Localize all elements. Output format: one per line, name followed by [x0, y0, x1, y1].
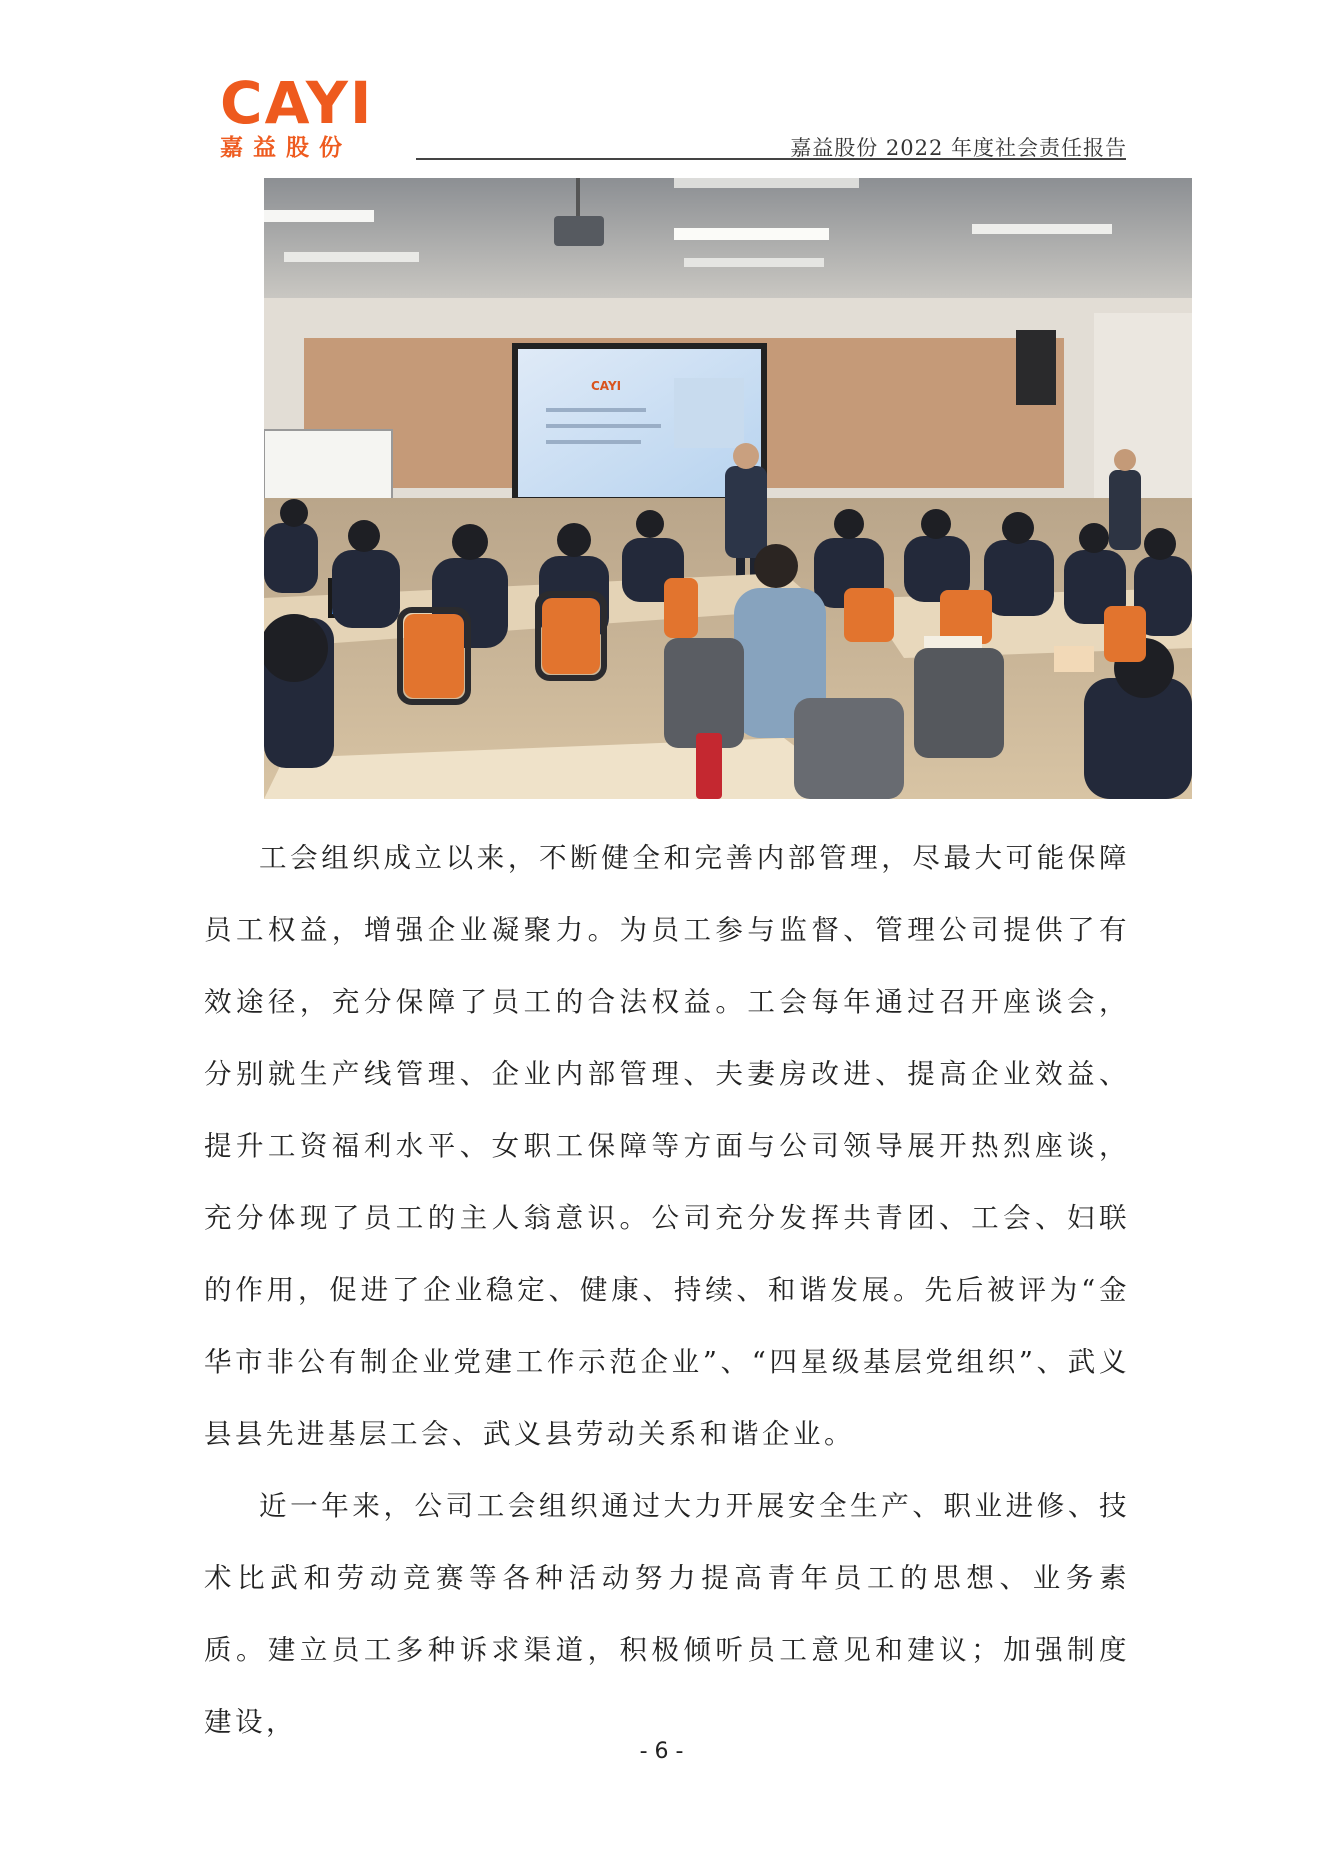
company-logo	[220, 69, 390, 162]
report-title: 嘉益股份 2022 年度社会责任报告	[790, 136, 1127, 160]
paragraph-union-organization: 工会组织成立以来，不断健全和完善内部管理，尽最大可能保障员工权益，增强企业凝聚力。为员工参与监督、管理公司提供了有效途径，充分保障了员工的合法权益。工会每年通过召开座谈会，分别就生产线管理、企业内部管理、夫妻房改进、提高企业效益、提升工资福利水平、女职工保障等方面与公司领导展开热烈座谈，充分体现了员工的主人翁意识。公司充分发挥共青团、工会、妇联的作用，促进了企业稳定、健康、持续、和谐发展。先后被评为“金华市非公有制企业党建工作示范企业”、“四星级基层党组织”、武义县县先进基层工会、武义县劳动关系和谐企业。	[204, 842, 1130, 1450]
body-text	[204, 822, 1130, 1758]
training-session-photo	[264, 178, 1192, 799]
page-number: - 6 -	[639, 1739, 684, 1764]
header-divider	[416, 158, 1126, 160]
paragraph-recent-year: 近一年来，公司工会组织通过大力开展安全生产、职业进修、技术比武和劳动竞赛等各种活动努力提高青年员工的思想、业务素质。建立员工多种诉求渠道，积极倾听员工意见和建议；加强制度建设，	[204, 1490, 1130, 1738]
screen-logo: CAYI	[591, 379, 622, 393]
logo-subtitle: 嘉益股份	[220, 135, 352, 161]
logo-mark: CAYI	[220, 69, 374, 137]
